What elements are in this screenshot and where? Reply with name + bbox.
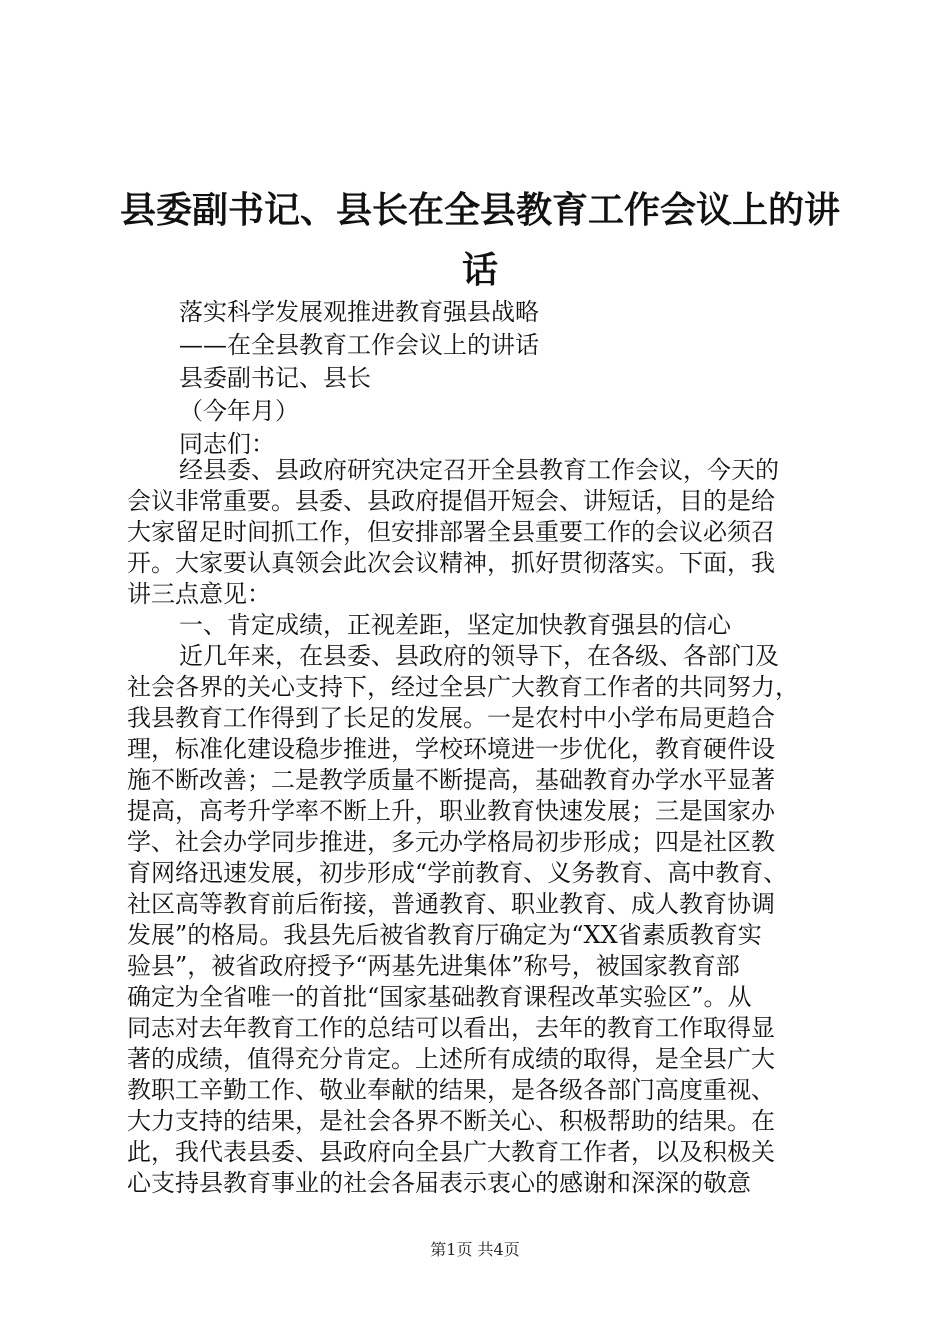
subtitle: 落实科学发展观推进教育强县战略 <box>179 298 539 326</box>
body-line: 讲三点意见： <box>127 580 271 608</box>
document-title-line-2: 话 <box>461 249 498 291</box>
speaker-title: 县委副书记、县长 <box>179 364 371 392</box>
body-line: 育网络迅速发展，初步形成“学前教育、义务教育、高中教育、 <box>127 859 788 887</box>
body-line: 发展”的格局。我县先后被省教育厅确定为“XX省素质教育实 <box>127 921 762 949</box>
body-line: 学、社会办学同步推进，多元办学格局初步形成；四是社区教 <box>127 828 775 856</box>
body-line: 同志对去年教育工作的总结可以看出，去年的教育工作取得显 <box>127 1014 775 1042</box>
body-line: 社会各界的关心支持下，经过全县广大教育工作者的共同努力， <box>127 673 799 701</box>
section-heading: 一、肯定成绩，正视差距，坚定加快教育强县的信心 <box>179 611 731 639</box>
subtitle-speech: ——在全县教育工作会议上的讲话 <box>179 331 539 359</box>
body-line: 社区高等教育前后衔接，普通教育、职业教育、成人教育协调 <box>127 890 775 918</box>
body-line: 心支持县教育事业的社会各届表示衷心的感谢和深深的敬意 <box>127 1169 751 1197</box>
body-line: 提高，高考升学率不断上升，职业教育快速发展；三是国家办 <box>127 797 775 825</box>
body-line: 著的成绩，值得充分肯定。上述所有成绩的取得，是全县广大 <box>127 1045 775 1073</box>
salutation: 同志们： <box>179 430 275 458</box>
body-line: 施不断改善；二是教学质量不断提高，基础教育办学水平显著 <box>127 766 775 794</box>
body-line: 大家留足时间抓工作，但安排部署全县重要工作的会议必须召 <box>127 518 775 546</box>
body-line: 我县教育工作得到了长足的发展。一是农村中小学布局更趋合 <box>127 704 775 732</box>
body-line: 此，我代表县委、县政府向全县广大教育工作者，以及积极关 <box>127 1138 775 1166</box>
body-line: 大力支持的结果，是社会各界不断关心、积极帮助的结果。在 <box>127 1107 775 1135</box>
document-title-line-1: 县委副书记、县长在全县教育工作会议上的讲 <box>120 189 841 231</box>
body-line: 理，标准化建设稳步推进，学校环境进一步优化，教育硬件设 <box>127 735 775 763</box>
body-line: 经县委、县政府研究决定召开全县教育工作会议，今天的 <box>179 456 779 484</box>
body-line: 验县”，被省政府授予“两基先进集体”称号，被国家教育部 <box>127 952 740 980</box>
page-footer: 第1页 共4页 <box>430 1240 520 1259</box>
body-line: 确定为全省唯一的首批“国家基础教育课程改革实验区”。从 <box>127 983 752 1011</box>
body-line: 教职工辛勤工作、敬业奉献的结果，是各级各部门高度重视、 <box>127 1076 775 1104</box>
body-line: 开。大家要认真领会此次会议精神，抓好贯彻落实。下面，我 <box>127 549 775 577</box>
body-line: 会议非常重要。县委、县政府提倡开短会、讲短话，目的是给 <box>127 487 775 515</box>
body-line: 近几年来，在县委、县政府的领导下，在各级、各部门及 <box>179 642 779 670</box>
speech-date: （今年月） <box>179 397 299 425</box>
